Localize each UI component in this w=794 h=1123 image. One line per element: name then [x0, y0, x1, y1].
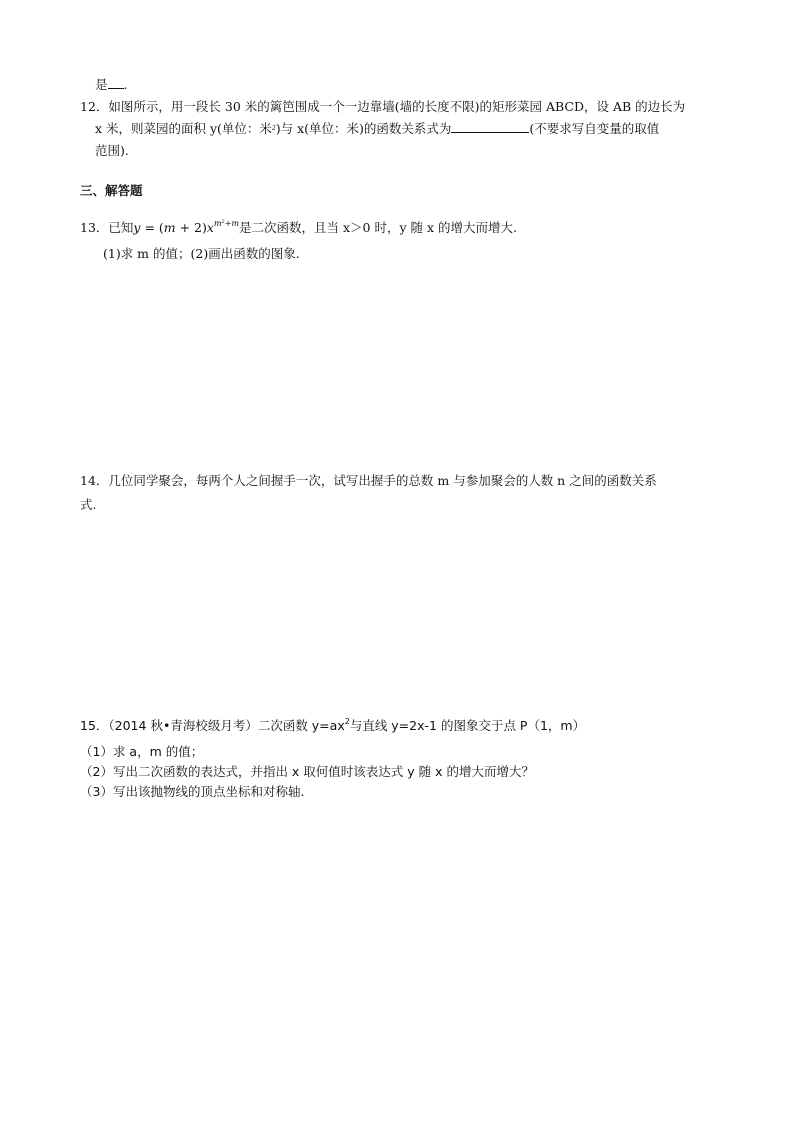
q12-line3-text: 范围). [95, 143, 129, 158]
q13-prefix: 13．已知 [80, 220, 134, 235]
q12-line1 [80, 98, 685, 116]
q12-line2-part-c: (不要求写自变量的取值 [529, 121, 660, 136]
q15-stem-part-b: 与直线 y=2x-1 的图象交于点 P（1，m） [349, 718, 586, 733]
q11-answer-blank [108, 76, 124, 89]
q13-sub-text: (1)求 m 的值；(2)画出函数的图象. [103, 246, 300, 261]
q13-formula-plus: + 2) [175, 220, 207, 235]
q13-suffix: 是二次函数，且当 x＞0 时，y 随 x 的增大而增大. [239, 220, 517, 235]
q14-line2 [80, 496, 96, 514]
q15-sub3 [80, 783, 304, 801]
q12-answer-blank [451, 120, 529, 133]
q12-line3 [95, 142, 129, 160]
q13-exp-m: m [213, 219, 222, 228]
q14-line2-text: 式. [80, 497, 97, 512]
q15-sub1 [80, 743, 203, 761]
q13-formula-x: x [206, 220, 214, 235]
q13-formula-y: y [133, 220, 141, 235]
q12-line2-part-b: )与 x(单位：米)的函数关系式为 [275, 121, 452, 136]
q11-tail-text: 是 [95, 77, 108, 92]
q13-formula-m: m [163, 220, 176, 235]
q13-subquestions [103, 245, 300, 263]
q13-exp-2: 2 [221, 219, 225, 225]
q14-line1-text: 14．几位同学聚会，每两个人之间握手一次，试写出握手的总数 m 与参加聚会的人数 n 之间的函数关系 [80, 473, 657, 488]
q13-stem [80, 213, 517, 237]
section-title-answer-questions [80, 182, 143, 200]
q11-tail-end: . [123, 77, 128, 92]
q12-line2 [95, 120, 659, 138]
q15-sub1-text: （1）求 a，m 的值； [80, 744, 204, 759]
q13-formula [133, 220, 239, 235]
section-title-text: 三、解答题 [80, 183, 143, 198]
q12-line1-text: 12．如图所示，用一段长 30 米的篱笆围成一个一边靠墙(墙的长度不限)的矩形菜园 ABCD，设 AB 的边长为 [80, 99, 686, 114]
q15-sub2-text: （2）写出二次函数的表达式，并指出 x 取何值时该表达式 y 随 x 的增大而增大？ [80, 764, 534, 779]
q12-line2-sup: 2 [271, 125, 276, 132]
q11-tail-line [95, 76, 128, 94]
q15-sub2 [80, 763, 534, 781]
q15-sub3-text: （3）写出该抛物线的顶点坐标和对称轴. [80, 784, 305, 799]
q13-exp-rest: +m [224, 219, 240, 228]
q15-stem [80, 713, 585, 735]
q12-line2-part-a: x 米，则菜园的面积 y(单位：米 [95, 121, 272, 136]
q14-line1 [80, 472, 657, 490]
q13-formula-exponent [214, 219, 239, 228]
q13-formula-eq: = ( [140, 220, 164, 235]
q15-stem-part-a: 15．（2014 秋•青海校级月考）二次函数 y=ax [80, 718, 345, 733]
q15-stem-sup: 2 [344, 717, 350, 726]
